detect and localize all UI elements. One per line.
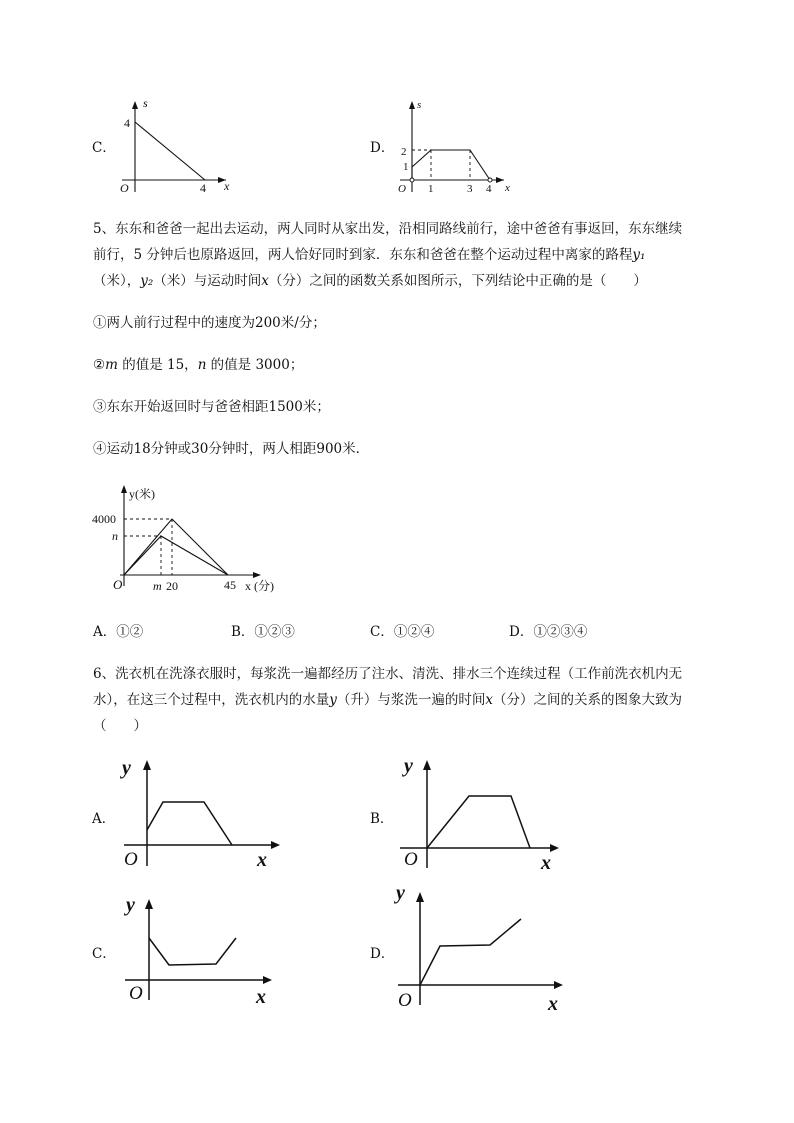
q5-option-d[interactable]: D．①②③④ — [509, 624, 588, 640]
q5-option-c[interactable]: C．①②④ — [370, 624, 435, 640]
q4d-s-label: s — [417, 99, 422, 111]
q6c-o-label: O — [129, 983, 143, 1004]
q5g-m-label: m — [153, 579, 162, 593]
q6-line2c: （分）之间的关系的图象大致为 — [493, 692, 683, 708]
q5-y2: y₂ — [140, 273, 154, 289]
q5g-20-label: 20 — [166, 579, 178, 593]
q6c-x-label: x — [256, 986, 266, 1008]
q6-line1: 6、洗衣机在洗涤衣服时，每浆洗一遍都经历了注水、清洗、排水三个连续过程（工作前洗衣机内无 — [93, 666, 683, 682]
q6-line2b: （升）与浆洗一遍的时间 — [336, 692, 486, 708]
q5g-n-label: n — [112, 529, 118, 543]
q6b-x-label: x — [541, 852, 551, 874]
q5-line1: 5、东东和爸爸一起出去运动，两人同时从家出发，沿相同路线前行，途中爸爸有事返回，东东继续 — [93, 221, 683, 237]
q5-line3b: （米）与运动时间 — [153, 273, 262, 289]
q6-x-var: x — [485, 692, 494, 708]
q5g-4000-label: 4000 — [92, 512, 116, 526]
q5-y1: y₁ — [632, 247, 646, 263]
q4d-1x-label: 1 — [428, 183, 434, 195]
q6-line2a: 水），在这三个过程中，洗衣机内的水量 — [93, 692, 330, 708]
q5-statement-1: ①两人前行过程中的速度为200米/分； — [93, 315, 326, 331]
q5-n-var: n — [197, 357, 207, 373]
q6d-o-label: O — [398, 990, 412, 1011]
q5g-x-axis-label: x (分) — [245, 579, 274, 593]
q6-line3: （ ） — [93, 718, 147, 734]
q5-m-var: m — [105, 357, 118, 373]
q4d-x-label: x — [505, 182, 510, 194]
q4c-4x-label: 4 — [200, 181, 206, 195]
q4-option-c-label: C． — [92, 140, 116, 156]
q5-line3a: （米）， — [93, 273, 141, 289]
q6-option-b[interactable]: B． — [370, 811, 394, 827]
q5-s2a: ② — [93, 357, 106, 373]
q4c-4-label: 4 — [124, 116, 130, 130]
q5-statement-4: ④运动18分钟或30分钟时，两人相距900米． — [93, 441, 370, 457]
q6b-y-label: y — [404, 755, 413, 777]
q5-line3c: （分）之间的函数关系如图所示，下列结论中正确的是（ ） — [268, 273, 647, 289]
q4d-1y-label: 1 — [403, 161, 409, 173]
q6-option-d[interactable]: D． — [370, 946, 395, 962]
q4c-o-label: O — [120, 181, 129, 195]
q4d-4-label: 4 — [486, 183, 492, 195]
q4d-3-label: 3 — [467, 183, 473, 195]
q4-option-d-label: D． — [370, 140, 395, 156]
q5-line2-text: 前行，5 分钟后也原路返回，两人恰好同时到家．东东和爸爸在整个运动过程中离家的路程 — [93, 247, 633, 263]
q5g-45-label: 45 — [224, 578, 236, 592]
q6a-x-label: x — [257, 849, 267, 871]
q5-x-var: x — [261, 273, 269, 289]
q6d-x-label: x — [548, 993, 558, 1015]
q4d-o-label: O — [398, 183, 406, 195]
q5-option-b[interactable]: B．①②③ — [231, 624, 295, 640]
q6-y-var: y — [329, 692, 337, 708]
q6b-o-label: O — [404, 849, 418, 870]
q5-s2c: 的值是 3000； — [206, 357, 304, 373]
q5-s2b: 的值是 15， — [117, 357, 198, 373]
q5-option-a[interactable]: A．①② — [93, 624, 144, 640]
q6a-y-label: y — [122, 757, 131, 779]
q6-option-c[interactable]: C． — [92, 946, 116, 962]
q6-option-a[interactable]: A． — [92, 811, 116, 827]
q5g-y-axis-label: y(米) — [129, 487, 155, 501]
q6c-y-label: y — [126, 894, 135, 916]
q6d-y-label: y — [396, 882, 405, 904]
q6a-o-label: O — [124, 849, 138, 870]
q4c-s-label: s — [143, 96, 148, 110]
q4d-2-label: 2 — [401, 146, 407, 158]
q5-statement-3: ③东东开始返回时与爸爸相距1500米； — [93, 399, 330, 415]
q4c-x-label: x — [224, 179, 230, 193]
q5g-o-label: O — [113, 577, 123, 592]
